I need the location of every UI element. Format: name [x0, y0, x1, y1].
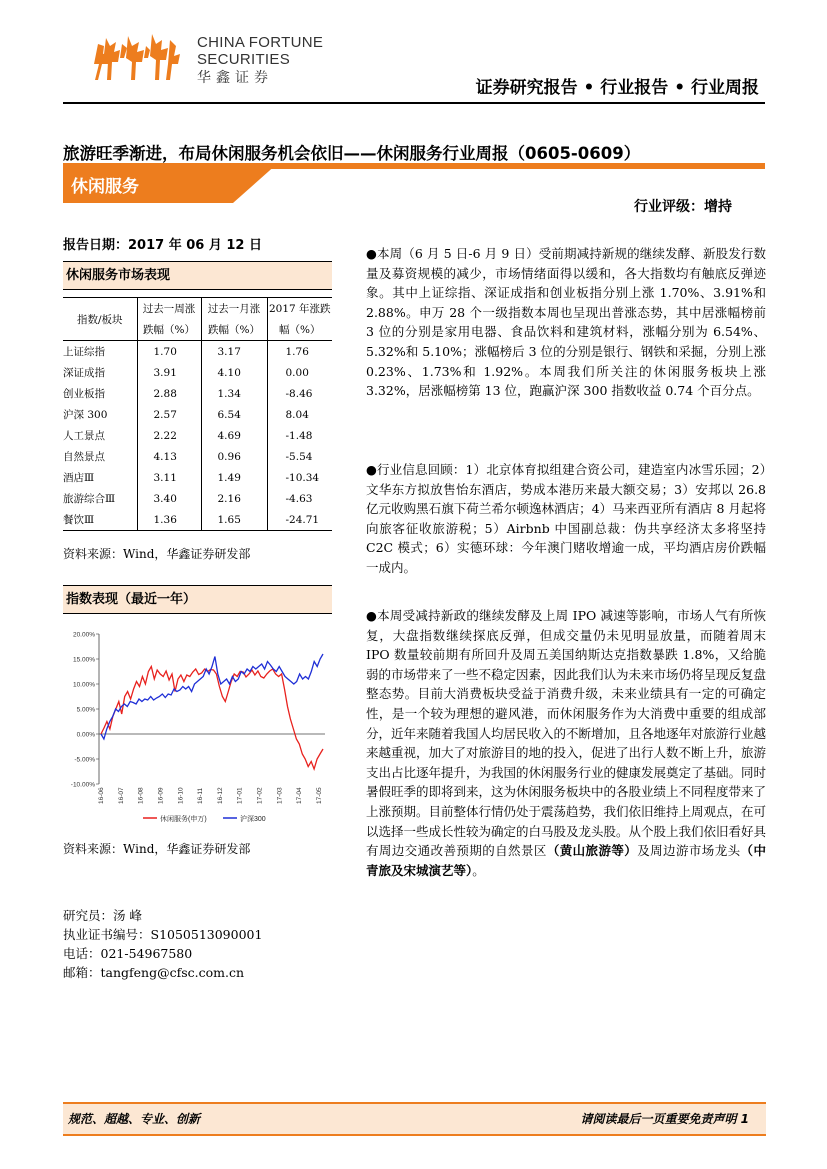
- index-name-cell: 旅游综合Ⅲ: [63, 488, 137, 509]
- x-tick-label: 17-03: [276, 787, 284, 804]
- paragraph-industry-news: ●行业信息回顾：1）北京体育拟组建合资公司，建造室内冰雪乐园；2）文华东方拟放售怡东酒店，势成本港历来最大额交易；3）安邦以 26.8 亿元收购黑石旗下荷兰希尔顿逸林酒店；4）马来西亚所有酒店 8 月起将向旅客征收旅游税；5）Airbnb 中国副总裁：伪共享经济太多将坚持 C2C 模式；6）实德环球：今年澳门赌收增逾一成，平均酒店房价跌幅一成内。: [366, 462, 766, 575]
- sector-label: 休闲服务: [71, 177, 139, 197]
- index-name-cell: 沪深 300: [63, 404, 137, 425]
- y-tick-label: -5.00%: [74, 756, 95, 764]
- value-cell: 2.57: [137, 404, 201, 425]
- report-category: 证券研究报告 • 行业报告 • 行业周报: [475, 78, 759, 98]
- index-name-cell: 自然景点: [63, 446, 137, 467]
- x-tick-label: 16-06: [98, 787, 105, 804]
- table-row: [63, 404, 332, 425]
- index-name-cell: 人工景点: [63, 425, 137, 446]
- col-header-ytd-2: 幅（%）: [279, 324, 321, 336]
- value-cell: 2.88: [137, 383, 201, 404]
- index-name-cell: 餐饮Ⅲ: [63, 509, 137, 531]
- header-divider: [63, 102, 765, 104]
- logo-text-cn: 华鑫证券: [197, 70, 273, 86]
- y-tick-label: -10.00%: [70, 781, 95, 789]
- series-line-0: [101, 667, 323, 770]
- value-cell: 8.04: [285, 408, 309, 421]
- index-chart: [63, 624, 333, 830]
- value-cell: 3.91: [137, 362, 201, 383]
- y-tick-label: 15.00%: [72, 656, 95, 664]
- value-cell: 3.17: [201, 341, 267, 363]
- y-tick-label: 20.00%: [72, 631, 95, 639]
- market-table-heading: 休闲服务市场表现: [63, 261, 332, 290]
- table-row: [63, 362, 332, 383]
- value-cell: 1.65: [201, 509, 267, 531]
- footer-disclaimer[interactable]: 请阅读最后一页重要免责声明 1: [580, 1112, 749, 1126]
- index-name-cell: 创业板指: [63, 383, 137, 404]
- y-tick-label: 0.00%: [76, 731, 95, 739]
- table-row: [63, 488, 332, 509]
- index-name-cell: 酒店Ⅲ: [63, 467, 137, 488]
- index-name-cell: 深证成指: [63, 362, 137, 383]
- col-header-ytd-1: 2017 年涨跌: [268, 303, 331, 315]
- legend-label: 沪深300: [240, 816, 266, 823]
- col-header-month-2: 跌幅（%）: [201, 319, 267, 341]
- outlook-pick-2: （中青旅及宋城演艺等）: [366, 843, 766, 878]
- report-title: 旅游旺季渐进，布局休闲服务机会依旧——休闲服务行业周报（0605-0609）: [63, 144, 641, 163]
- x-tick-label: 16-12: [216, 787, 224, 804]
- outlook-text-end: 。: [472, 862, 485, 878]
- x-tick-label: 17-04: [296, 787, 304, 804]
- legend-label: 休闲服务(申万): [160, 816, 207, 823]
- y-tick-label: 5.00%: [76, 706, 95, 714]
- market-table-source: 资料来源：Wind，华鑫证券研发部: [63, 547, 251, 561]
- outlook-pick-1: （黄山旅游等）: [546, 843, 638, 859]
- analyst-email[interactable]: 邮箱：tangfeng@cfsc.com.cn: [63, 965, 245, 980]
- x-tick-label: 16-10: [177, 787, 185, 804]
- table-row: [63, 425, 332, 446]
- value-cell: 1.49: [201, 467, 267, 488]
- value-cell: 0.96: [201, 446, 267, 467]
- logo-text-en-2: SECURITIES: [197, 51, 291, 68]
- analyst-contact: [63, 906, 262, 982]
- analyst-phone: 电话：021-54967580: [63, 946, 193, 961]
- x-tick-label: 16-07: [117, 787, 125, 804]
- col-header-index: 指数/板块: [63, 298, 137, 341]
- table-row: [63, 446, 332, 467]
- industry-rating: 行业评级：增持: [634, 199, 732, 215]
- report-date: 报告日期：2017 年 06 月 12 日: [63, 238, 262, 253]
- logo-mark-icon: [92, 24, 192, 84]
- x-tick-label: 17-02: [256, 787, 264, 804]
- index-chart-heading: 指数表现（最近一年）: [63, 585, 332, 614]
- analyst-name: 研究员：汤 峰: [63, 908, 142, 923]
- value-cell: 2.22: [137, 425, 201, 446]
- value-cell: 4.69: [201, 425, 267, 446]
- outlook-text-mid: 及周边游市场龙头: [637, 843, 741, 859]
- value-cell: -4.63: [285, 492, 313, 505]
- value-cell: 4.13: [137, 446, 201, 467]
- x-tick-label: 17-01: [236, 787, 244, 804]
- value-cell: 4.10: [201, 362, 267, 383]
- value-cell: 1.76: [285, 345, 309, 358]
- x-tick-label: 16-08: [137, 787, 145, 804]
- value-cell: 1.34: [201, 383, 267, 404]
- value-cell: 0.00: [285, 366, 309, 379]
- value-cell: 1.70: [137, 341, 201, 363]
- x-tick-label: 16-11: [197, 787, 205, 804]
- index-chart-source: 资料来源：Wind，华鑫证券研发部: [63, 842, 251, 856]
- col-header-week-1: 过去一周涨: [137, 298, 201, 320]
- paragraph-outlook: [366, 606, 766, 880]
- paragraph-market-review: ●本周（6 月 5 日-6 月 9 日）受前期减持新规的继续发酵、新股发行数量及募资规模的减少，市场情绪面得以缓和，各大指数均有触底反弹迹象。其中上证综指、深证成指和创业板指分别上涨 1.70%、3.91%和 2.88%。申万 28 个一级指数本周也呈现出普涨态势，其中居涨幅榜前 3 位的分别是家用电器、食品饮料和建筑材料，涨幅分别为 6.54%、5.32%和 5.10%；涨幅榜后 3 位的分别是银行、钢铁和采掘，分别上涨 0.23%、1.73%和 1.92%。本周我们所关注的休闲服务板块上涨 3.32%，居涨幅榜第 13 位，跑赢沪深 300 指数收益 0.74 个百分点。: [366, 246, 766, 399]
- value-cell: 3.11: [137, 467, 201, 488]
- value-cell: 6.54: [201, 404, 267, 425]
- value-cell: 2.16: [201, 488, 267, 509]
- market-table: [63, 297, 332, 531]
- value-cell: -8.46: [285, 387, 313, 400]
- series-line-1: [101, 654, 323, 739]
- company-logo: [92, 24, 192, 84]
- table-row: [63, 467, 332, 488]
- col-header-week-2: 跌幅（%）: [137, 319, 201, 341]
- x-tick-label: 17-05: [316, 787, 323, 804]
- value-cell: -1.48: [285, 429, 313, 442]
- logo-text-en-1: CHINA FORTUNE: [197, 34, 324, 51]
- footer-motto: 规范、超越、专业、创新: [68, 1112, 201, 1126]
- value-cell: -5.54: [285, 450, 313, 463]
- value-cell: 3.40: [137, 488, 201, 509]
- table-row: [63, 383, 332, 404]
- value-cell: -10.34: [285, 471, 320, 484]
- value-cell: 1.36: [137, 509, 201, 531]
- value-cell: -24.71: [285, 513, 320, 526]
- outlook-text: ●本周受减持新政的继续发酵及上周 IPO 减速等影响，市场人气有所恢复，大盘指数继续探底反弹，但成交量仍未见明显放量，而随着周末 IPO 数量较前期有所回升及周五美国纳斯达克指数暴跌 1.8%，又给脆弱的市场带来了一些不稳定因素，因此我们认为未来市场仍将呈现反复盘整态势。目前大消费板块受益于消费升级，未来业绩具有一定的可确定性，是一个较为理想的避风港，而休闲服务作为大消费中重要的组成部分，近年来随着我国人均居民收入的不断增加，且各地逐年对旅游行业越来越重视，加大了对旅游目的地的投入，促进了出行人数不断上升，旅游支出占比逐年提升，为我国的休闲服务行业的健康发展奠定了基础。同时暑假旺季的即将到来，这为休闲服务板块中的各股业绩上不同程度带来了上涨预期。目前整体行情仍处于震荡趋势，我们依旧维持上周观点，在可以选择一些成长性较为确定的白马股及龙头股。从个股上我们依旧看好具有周边交通改善预期的自然景区: [366, 608, 767, 859]
- index-name-cell: 上证综指: [63, 341, 137, 363]
- y-tick-label: 10.00%: [72, 681, 95, 689]
- table-row: [63, 509, 332, 531]
- x-tick-label: 16-09: [157, 787, 165, 804]
- analyst-license: 执业证书编号：S1050513090001: [63, 927, 263, 942]
- table-row: [63, 341, 332, 363]
- index-chart-svg: [63, 624, 333, 830]
- col-header-month-1: 过去一月涨: [201, 298, 267, 320]
